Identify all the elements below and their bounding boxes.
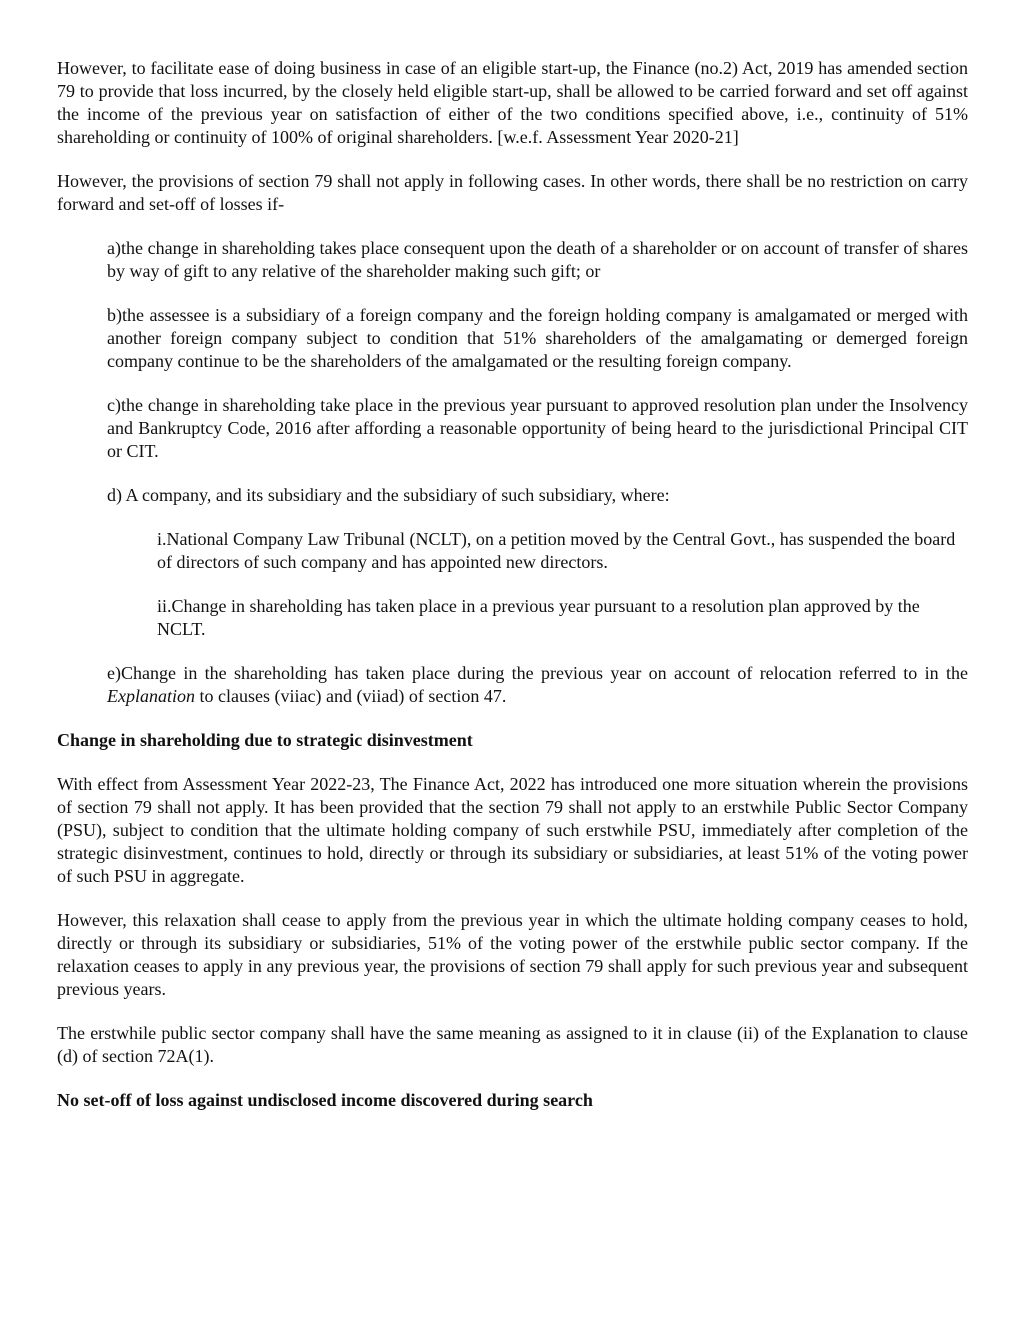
disinvestment-paragraph-3: The erstwhile public sector company shall have the same meaning as assigned to it in clause (ii) of the Explanation to clause (d) of section 72A(1).	[57, 1023, 968, 1066]
disinvestment-paragraph-1: With effect from Assessment Year 2022-23, The Finance Act, 2022 has introduced one more situation wherein the provisions of section 79 shall not apply. It has been provided that the section 79 shall not apply to an erstwhile Public Sector Company (PSU), subject to condition that the ultimate holding company of such erstwhile PSU, immediately after completion of the strategic disinvestment, continues to hold, directly or through its subsidiary or subsidiaries, at least 51% of the voting power of such PSU in aggregate.	[57, 774, 968, 886]
case-a: a)the change in shareholding takes place consequent upon the death of a shareholder or on account of transfer of shares by way of gift to any relative of the shareholder making such gift; or	[107, 238, 968, 281]
heading-search-undisclosed-income: No set-off of loss against undisclosed income discovered during search	[57, 1090, 593, 1110]
case-e-text-start: e)Change in the shareholding has taken place during the previous year on account of relocation referred to in the	[107, 663, 968, 683]
case-e-italic-explanation: Explanation	[107, 686, 195, 706]
document-page	[57, 57, 968, 1133]
case-e-text-end: to clauses (viiac) and (viiad) of section 47.	[195, 686, 507, 706]
intro-paragraph-startup: However, to facilitate ease of doing business in case of an eligible start-up, the Finance (no.2) Act, 2019 has amended section 79 to provide that loss incurred, by the closely held eligible start-up, shall be allowed to be carried forward and set off against the income of the previous year on satisfaction of either of the two conditions specified above, i.e., continuity of 51% shareholding or continuity of 100% of original shareholders. [w.e.f. Assessment Year 2020-21]	[57, 58, 968, 147]
case-d-subclause-ii: ii.Change in shareholding has taken place in a previous year pursuant to a resolution plan approved by the NCLT.	[157, 596, 920, 639]
case-b: b)the assessee is a subsidiary of a foreign company and the foreign holding company is amalgamated or merged with another foreign company subject to condition that 51% shareholders of the amalgamating or demerged foreign company continue to be the shareholders of the amalgamated or the resulting foreign company.	[107, 305, 968, 371]
case-d: d) A company, and its subsidiary and the subsidiary of such subsidiary, where:	[107, 485, 670, 505]
heading-strategic-disinvestment: Change in shareholding due to strategic disinvestment	[57, 730, 473, 750]
case-c: c)the change in shareholding take place in the previous year pursuant to approved resolution plan under the Insolvency and Bankruptcy Code, 2016 after affording a reasonable opportunity of being heard to the jurisdictional Principal CIT or CIT.	[107, 395, 968, 461]
disinvestment-paragraph-2: However, this relaxation shall cease to apply from the previous year in which the ultimate holding company ceases to hold, directly or through its subsidiary or subsidiaries, 51% of the voting power of the erstwhile public sector company. If the relaxation ceases to apply in any previous year, the provisions of section 79 shall apply for such previous year and subsequent previous years.	[57, 910, 968, 999]
intro-paragraph-exceptions: However, the provisions of section 79 shall not apply in following cases. In other words, there shall be no restriction on carry forward and set-off of losses if-	[57, 171, 968, 214]
case-d-subclause-i: i.National Company Law Tribunal (NCLT), on a petition moved by the Central Govt., has suspended the board of directors of such company and has appointed new directors.	[157, 529, 956, 572]
case-e	[107, 662, 968, 708]
